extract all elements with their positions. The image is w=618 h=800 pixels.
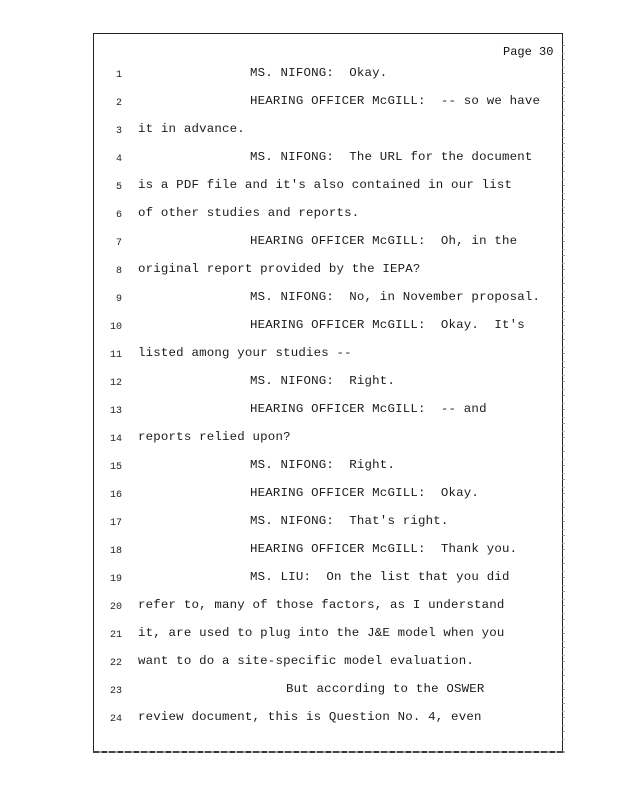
line-text: MS. LIU: On the list that you did xyxy=(250,570,510,584)
line-number: 10 xyxy=(109,322,122,333)
line-text: want to do a site-specific model evaluation. xyxy=(138,654,474,668)
line-number: 7 xyxy=(115,238,122,249)
line-number: 24 xyxy=(109,714,122,725)
line-text: it in advance. xyxy=(138,122,245,136)
line-text: MS. NIFONG: No, in November proposal. xyxy=(250,290,541,304)
line-text: HEARING OFFICER McGILL: Okay. It's xyxy=(250,318,525,332)
line-text: is a PDF file and it's also contained in our list xyxy=(138,178,513,192)
line-text: MS. NIFONG: That's right. xyxy=(250,514,449,528)
line-text: HEARING OFFICER McGILL: Okay. xyxy=(250,486,480,500)
transcript-line xyxy=(0,206,618,226)
line-number: 5 xyxy=(115,182,122,193)
line-text: review document, this is Question No. 4, even xyxy=(138,710,482,724)
line-text: MS. NIFONG: The URL for the document xyxy=(250,150,533,164)
transcript-line xyxy=(0,598,618,618)
transcript-line xyxy=(0,682,618,702)
line-text: MS. NIFONG: Right. xyxy=(250,458,396,472)
line-number: 3 xyxy=(115,126,122,137)
transcript-line xyxy=(0,430,618,450)
line-number: 6 xyxy=(115,210,122,221)
line-text: MS. NIFONG: Right. xyxy=(250,374,396,388)
line-number: 12 xyxy=(109,378,122,389)
line-number: 1 xyxy=(115,70,122,81)
line-number: 16 xyxy=(109,490,122,501)
line-text: HEARING OFFICER McGILL: Oh, in the xyxy=(250,234,518,248)
line-number: 22 xyxy=(109,658,122,669)
transcript-line xyxy=(0,626,618,646)
transcript-line xyxy=(0,290,618,310)
line-number: 23 xyxy=(109,686,122,697)
transcript-line xyxy=(0,710,618,730)
transcript-line xyxy=(0,570,618,590)
line-text: it, are used to plug into the J&E model when you xyxy=(138,626,505,640)
line-text: reports relied upon? xyxy=(138,430,291,444)
line-text: HEARING OFFICER McGILL: -- and xyxy=(250,402,487,416)
line-text: HEARING OFFICER McGILL: -- so we have xyxy=(250,94,541,108)
line-text: original report provided by the IEPA? xyxy=(138,262,421,276)
line-number: 17 xyxy=(109,518,122,529)
line-number: 8 xyxy=(115,266,122,277)
line-number: 19 xyxy=(109,574,122,585)
line-number: 13 xyxy=(109,406,122,417)
line-number: 14 xyxy=(109,434,122,445)
transcript-line xyxy=(0,66,618,86)
line-number: 18 xyxy=(109,546,122,557)
line-number: 11 xyxy=(109,350,122,361)
transcript-line xyxy=(0,458,618,478)
line-text: MS. NIFONG: Okay. xyxy=(250,66,388,80)
line-number: 2 xyxy=(115,98,122,109)
transcript-line xyxy=(0,262,618,282)
transcript-line xyxy=(0,150,618,170)
line-text: refer to, many of those factors, as I understand xyxy=(138,598,505,612)
transcript-line xyxy=(0,122,618,142)
transcript-line xyxy=(0,654,618,674)
line-number: 21 xyxy=(109,630,122,641)
transcript-line xyxy=(0,402,618,422)
transcript-line xyxy=(0,94,618,114)
transcript-line xyxy=(0,318,618,338)
transcript-line xyxy=(0,486,618,506)
transcript-line xyxy=(0,234,618,254)
transcript-line xyxy=(0,542,618,562)
line-text: listed among your studies -- xyxy=(138,346,352,360)
line-text: HEARING OFFICER McGILL: Thank you. xyxy=(250,542,518,556)
line-number: 4 xyxy=(115,154,122,165)
line-text: of other studies and reports. xyxy=(138,206,360,220)
line-number: 15 xyxy=(109,462,122,473)
transcript-line xyxy=(0,374,618,394)
line-number: 9 xyxy=(115,294,122,305)
line-number: 20 xyxy=(109,602,122,613)
page-number: Page 30 xyxy=(503,45,554,59)
transcript-line xyxy=(0,346,618,366)
line-text: But according to the OSWER xyxy=(286,682,485,696)
transcript-line xyxy=(0,514,618,534)
transcript-line xyxy=(0,178,618,198)
